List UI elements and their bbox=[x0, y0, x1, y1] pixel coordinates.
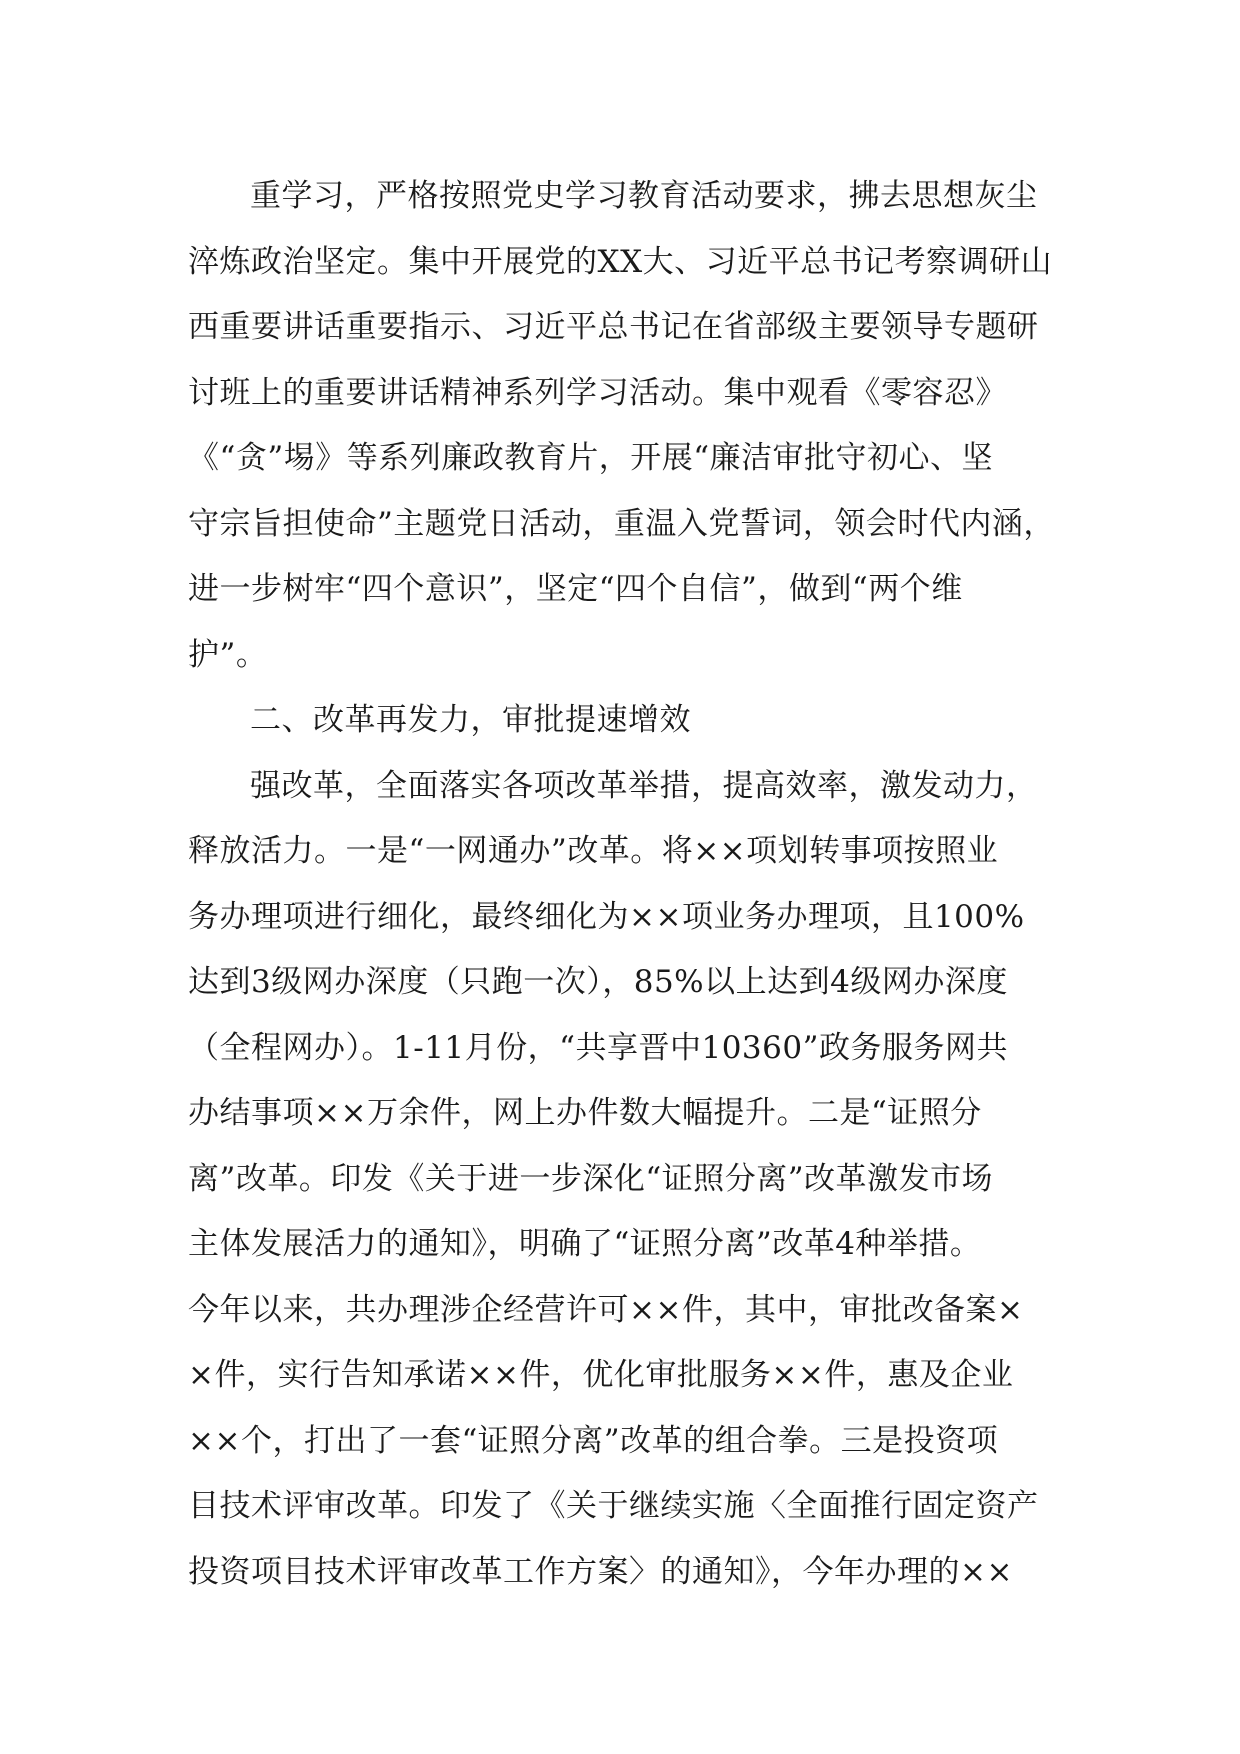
text-line: 重学习，严格按照党史学习教育活动要求，拂去思想灰尘 bbox=[250, 178, 1038, 214]
text-line: 目技术评审改革。印发了《关于继续实施〈全面推行固定资产 bbox=[188, 1488, 1039, 1524]
text-line: ×件，实行告知承诺××件，优化审批服务××件，惠及企业 bbox=[188, 1357, 1014, 1393]
text-line: 强改革，全面落实各项改革举措，提高效率，激发动力， bbox=[250, 767, 1038, 804]
text-line: 护”。 bbox=[188, 636, 268, 673]
text-line: 离”改革。印发《关于进一步深化“证照分离”改革激发市场 bbox=[188, 1160, 994, 1197]
text-line: 守宗旨担使命”主题党日活动，重温入党誓词，领会时代内涵， bbox=[188, 505, 1055, 542]
text-line: ××个，打出了一套“证照分离”改革的组合拳。三是投资项 bbox=[188, 1422, 999, 1459]
text-line: 主体发展活力的通知》，明确了“证照分离”改革4种举措。 bbox=[188, 1226, 982, 1262]
text-line: 办结事项××万余件，网上办件数大幅提升。二是“证照分 bbox=[188, 1095, 982, 1131]
text-line: 讨班上的重要讲话精神系列学习活动。集中观看《零容忍》 bbox=[188, 374, 1007, 411]
text-line: 今年以来，共办理涉企经营许可××件，其中，审批改备案× bbox=[188, 1291, 1024, 1328]
document-body bbox=[188, 164, 1068, 1605]
text-line: 《“贪”埸》等系列廉政教育片，开展“廉洁审批守初心、坚 bbox=[188, 440, 994, 476]
text-line: 二、改革再发力，审批提速增效 bbox=[250, 702, 691, 738]
text-line: 淬炼政治坚定。集中开展党的XX大、习近平总书记考察调研山 bbox=[188, 243, 1053, 280]
text-line: 进一步树牢“四个意识”，坚定“四个自信”，做到“两个维 bbox=[188, 571, 963, 607]
text-line: 投资项目技术评审改革工作方案〉的通知》，今年办理的×× bbox=[188, 1553, 1013, 1590]
text-line: 西重要讲话重要指示、习近平总书记在省部级主要领导专题研 bbox=[188, 309, 1039, 345]
text-line: 释放活力。一是“一网通办”改革。将××项划转事项按照业 bbox=[188, 833, 999, 869]
text-line: （全程网办）。1-11月份，“共享晋中10360”政务服务网共 bbox=[188, 1029, 1008, 1066]
text-line: 达到3级网办深度（只跑一次），85%以上达到4级网办深度 bbox=[188, 964, 1008, 1000]
text-line: 务办理项进行细化，最终细化为××项业务办理项，且100% bbox=[188, 898, 1025, 935]
